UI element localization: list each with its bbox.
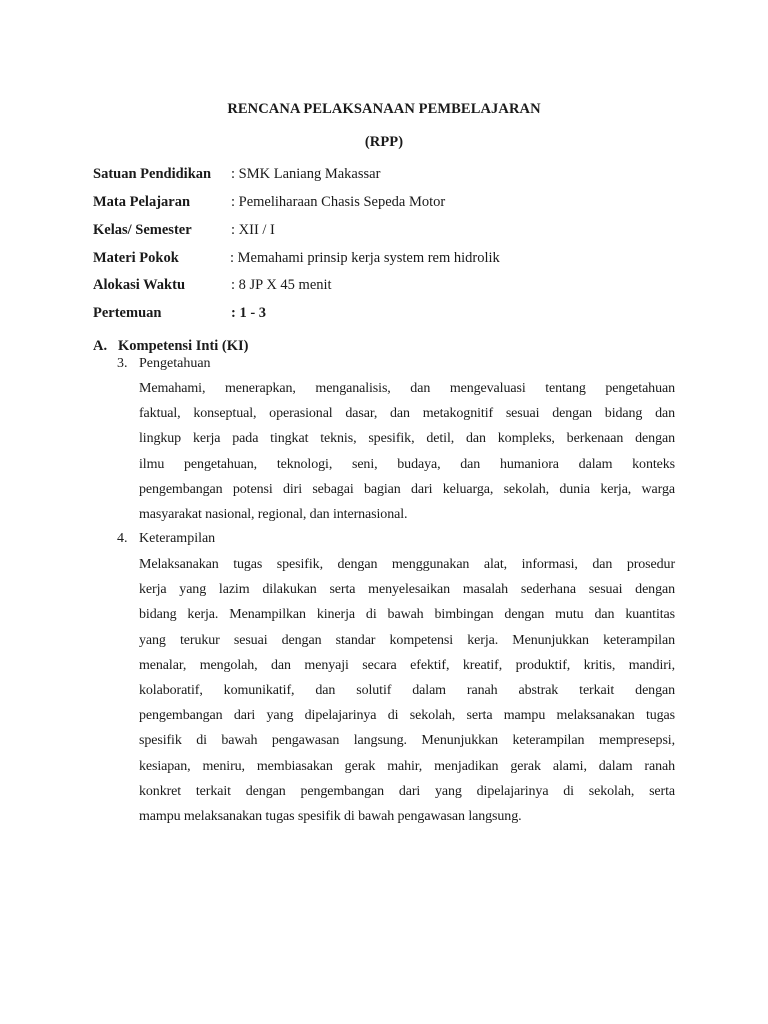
identity-label: Mata Pelajaran (93, 194, 191, 210)
paragraph-line: Melaksanakan tugas spesifik, dengan menggunakan alat, informasi, dan prosedur (139, 557, 675, 572)
paragraph-line: Memahami, menerapkan, menganalisis, dan mengevaluasi tentang pengetahuan (139, 381, 675, 396)
paragraph-line: kolaboratif, komunikatif, dan solutif dalam ranah abstrak terkait dengan (139, 682, 675, 698)
identity-label: Pertemuan (93, 305, 162, 321)
paragraph-line: lingkup kerja pada tingkat teknis, spesifik, detil, dan kompleks, berkenaan dengan (139, 431, 675, 447)
subsection-title: Keterampilan (139, 531, 216, 546)
identity-label: Materi Pokok (93, 250, 179, 266)
paragraph-keterampilan (139, 552, 675, 829)
paragraph-line: masyarakat nasional, regional, dan internasional. (139, 506, 408, 522)
paragraph-line: bidang kerja. Menampilkan kinerja di bawah bimbingan dengan mutu dan kuantitas (139, 607, 675, 623)
paragraph-line: spesifik di bawah pengawasan langsung. Menunjukkan keterampilan mempresepsi, (139, 733, 675, 749)
subsection-number: 3. (117, 356, 128, 371)
paragraph-line: kesiapan, meniru, membiasakan gerak mahir, menjadikan gerak alami, dalam ranah (139, 758, 675, 774)
section-heading-ki (93, 336, 249, 356)
identity-value: : SMK Laniang Makassar (231, 166, 381, 182)
section-letter: A. (93, 338, 108, 354)
subsection-heading-keterampilan (117, 530, 215, 548)
subsection-title: Pengetahuan (139, 356, 211, 371)
paragraph-line: menalar, mengolah, dan menyaji secara efektif, kreatif, produktif, kritis, mandiri, (139, 657, 675, 673)
identity-label: Alokasi Waktu (93, 277, 186, 293)
identity-label: Kelas/ Semester (93, 222, 192, 238)
identity-value: : Pemeliharaan Chasis Sepeda Motor (231, 194, 446, 210)
document-title: RENCANA PELAKSANAAN PEMBELAJARAN (227, 101, 541, 117)
section-title: Kompetensi Inti (KI) (118, 338, 249, 354)
identity-label: Satuan Pendidikan (93, 166, 212, 182)
subsection-number: 4. (117, 531, 128, 546)
paragraph-line: mampu melaksanakan tugas spesifik di bawah pengawasan langsung. (139, 808, 522, 824)
paragraph-line: pengembangan potensi diri sebagai bagian dari keluarga, sekolah, dunia kerja, warga (139, 481, 675, 497)
paragraph-line: konkret terkait dengan pengembangan dari yang dipelajarinya di sekolah, serta (139, 783, 675, 799)
identity-value: : 8 JP X 45 menit (231, 277, 332, 293)
paragraph-line: pengembangan dari yang dipelajarinya di sekolah, serta mampu melaksanakan tugas (139, 708, 675, 724)
paragraph-line: kerja yang lazim dilakukan serta menyelesaikan masalah sederhana sesuai dengan (139, 582, 675, 598)
document-subtitle: (RPP) (364, 134, 404, 150)
paragraph-pengetahuan (139, 376, 675, 527)
paragraph-line: faktual, konseptual, operasional dasar, dan metakognitif sesuai dengan bidang dan (139, 406, 675, 422)
identity-value: : XII / I (231, 222, 275, 238)
paragraph-line: yang terukur sesuai dengan standar kompetensi kerja. Menunjukkan keterampilan (139, 632, 675, 648)
identity-value: : 1 - 3 (231, 305, 267, 321)
paragraph-line: ilmu pengetahuan, teknologi, seni, budaya, dan humaniora dalam konteks (139, 456, 675, 472)
identity-value: : Memahami prinsip kerja system rem hidrolik (230, 250, 500, 266)
subsection-heading-pengetahuan (117, 355, 211, 373)
